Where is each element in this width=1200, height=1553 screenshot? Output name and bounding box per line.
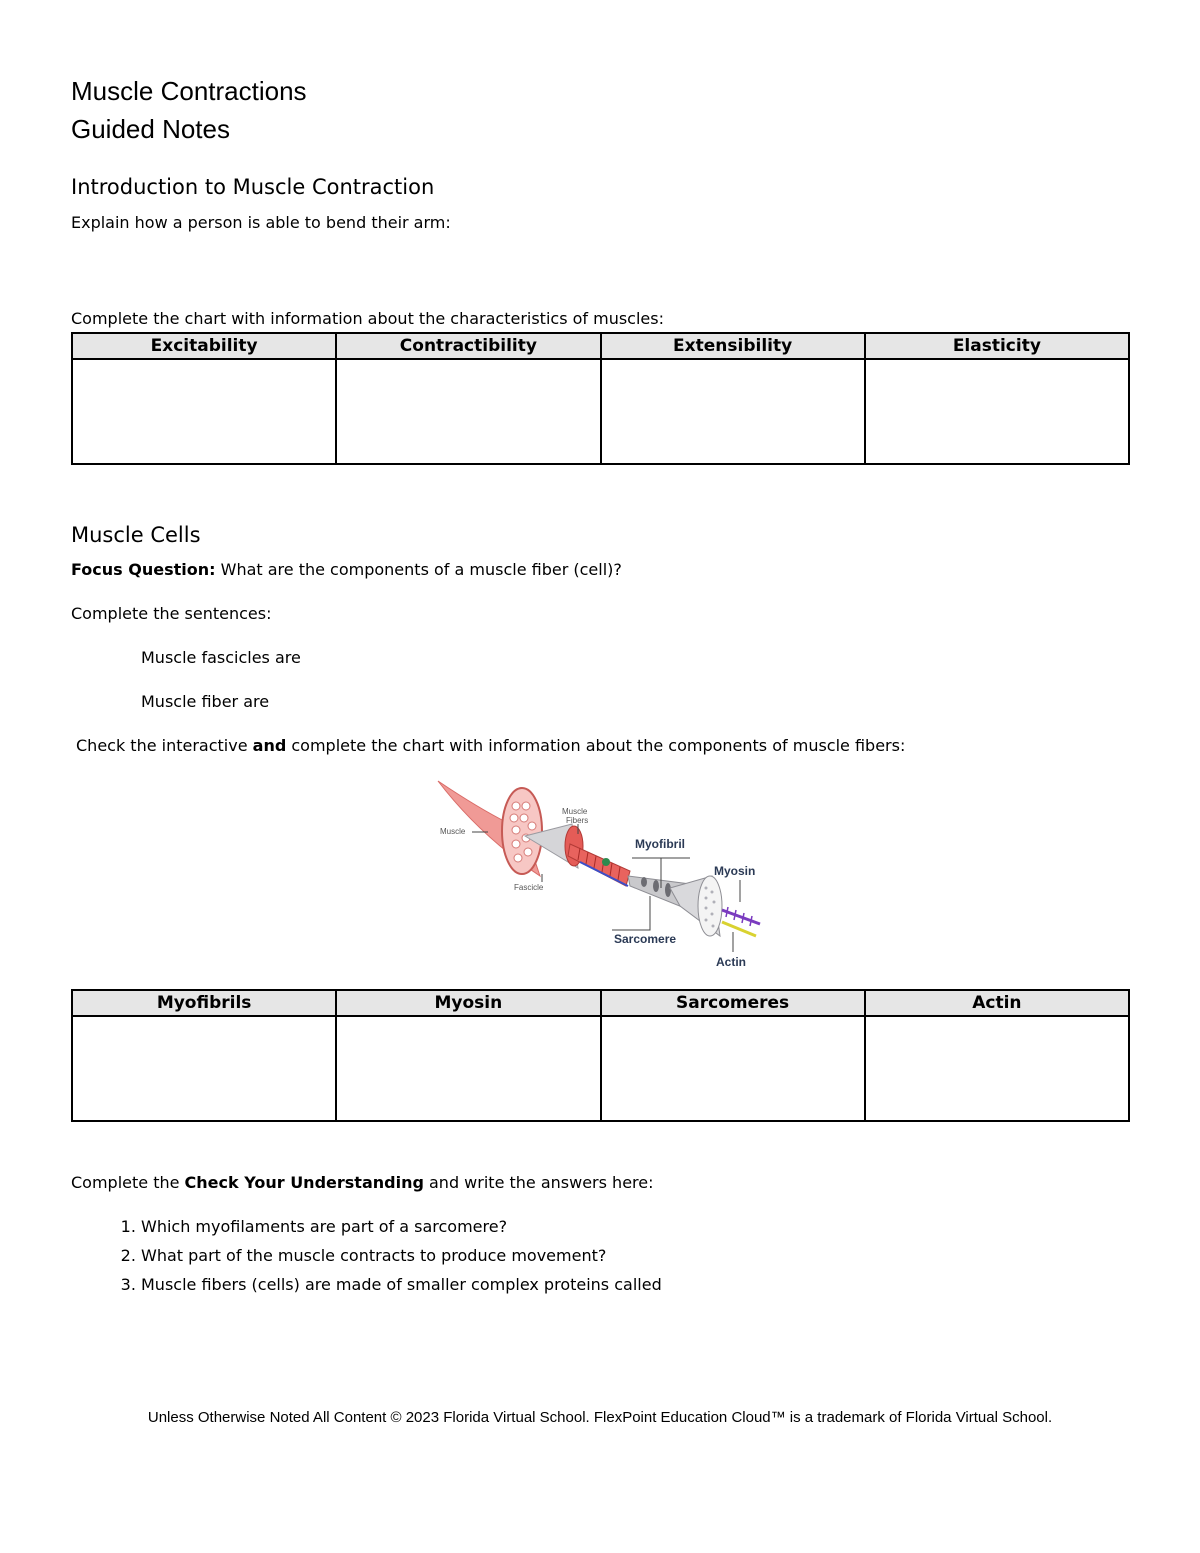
table-row xyxy=(72,1016,1129,1121)
header-extensibility: Extensibility xyxy=(601,333,865,359)
header-excitability: Excitability xyxy=(72,333,336,359)
sentence-fascicles: Muscle fascicles are xyxy=(141,648,301,667)
cell-contractibility[interactable] xyxy=(336,359,600,464)
header-myofibrils: Myofibrils xyxy=(72,990,336,1016)
label-muscle-fibers-2: Fibers xyxy=(566,816,589,825)
focus-question xyxy=(71,560,622,579)
table-row xyxy=(72,359,1129,464)
check-understanding-prompt xyxy=(71,1173,654,1192)
check-suffix: and write the answers here: xyxy=(423,1173,654,1192)
check-bold: Check Your Understanding xyxy=(184,1173,424,1192)
interactive-suffix: complete the chart with information about the components of muscle fibers: xyxy=(286,736,906,755)
footer-copyright: Unless Otherwise Noted All Content © 2023 Florida Virtual School. FlexPoint Education Cloud™ is a trademark of Florida Virtual School. xyxy=(147,1409,1053,1426)
label-actin: Actin xyxy=(716,955,746,969)
question-list xyxy=(71,1212,662,1299)
intro-prompt: Explain how a person is able to bend their arm: xyxy=(71,213,451,232)
fiber-components-chart xyxy=(71,989,1130,1122)
header-sarcomeres: Sarcomeres xyxy=(601,990,865,1016)
table-header-row xyxy=(72,990,1129,1016)
intro-heading: Introduction to Muscle Contraction xyxy=(71,175,435,199)
focus-label: Focus Question: xyxy=(71,560,216,579)
cell-elasticity[interactable] xyxy=(865,359,1129,464)
cell-extensibility[interactable] xyxy=(601,359,865,464)
header-myosin: Myosin xyxy=(336,990,600,1016)
interactive-bold: and xyxy=(252,736,287,755)
table-header-row xyxy=(72,333,1129,359)
sentences-prompt: Complete the sentences: xyxy=(71,604,272,623)
cell-excitability[interactable] xyxy=(72,359,336,464)
header-contractibility: Contractibility xyxy=(336,333,600,359)
cell-myosin[interactable] xyxy=(336,1016,600,1121)
label-sarcomere: Sarcomere xyxy=(614,932,677,946)
interactive-instructions xyxy=(76,736,905,755)
label-muscle-fibers-1: Muscle xyxy=(562,807,588,816)
page-title xyxy=(71,72,307,148)
header-actin: Actin xyxy=(865,990,1129,1016)
label-myofibril: Myofibril xyxy=(635,837,685,851)
muscle-structure-diagram xyxy=(430,776,775,972)
characteristics-chart-prompt: Complete the chart with information about the characteristics of muscles: xyxy=(71,309,664,328)
cell-myofibrils[interactable] xyxy=(72,1016,336,1121)
list-item: 3. Muscle fibers (cells) are made of smaller complex proteins called xyxy=(141,1270,662,1299)
label-myosin: Myosin xyxy=(714,864,756,878)
sentence-fiber: Muscle fiber are xyxy=(141,692,270,711)
interactive-prefix: Check the interactive xyxy=(76,736,253,755)
sarcomere-section xyxy=(698,876,722,936)
list-item: 2. What part of the muscle contracts to produce movement? xyxy=(141,1241,662,1270)
label-fascicle: Fascicle xyxy=(514,883,544,892)
focus-text: What are the components of a muscle fiber (cell)? xyxy=(215,560,622,579)
muscle-cross-section xyxy=(502,788,542,874)
list-item: 1. Which myofilaments are part of a sarcomere? xyxy=(141,1212,662,1241)
characteristics-chart xyxy=(71,332,1130,465)
header-elasticity: Elasticity xyxy=(865,333,1129,359)
title-line-1: Muscle Contractions xyxy=(71,76,307,106)
nucleus-dot xyxy=(602,858,610,866)
muscle-cells-heading: Muscle Cells xyxy=(71,523,201,547)
check-prefix: Complete the xyxy=(71,1173,185,1192)
cell-actin[interactable] xyxy=(865,1016,1129,1121)
title-line-2: Guided Notes xyxy=(71,114,230,144)
label-muscle: Muscle xyxy=(440,827,466,836)
cell-sarcomeres[interactable] xyxy=(601,1016,865,1121)
